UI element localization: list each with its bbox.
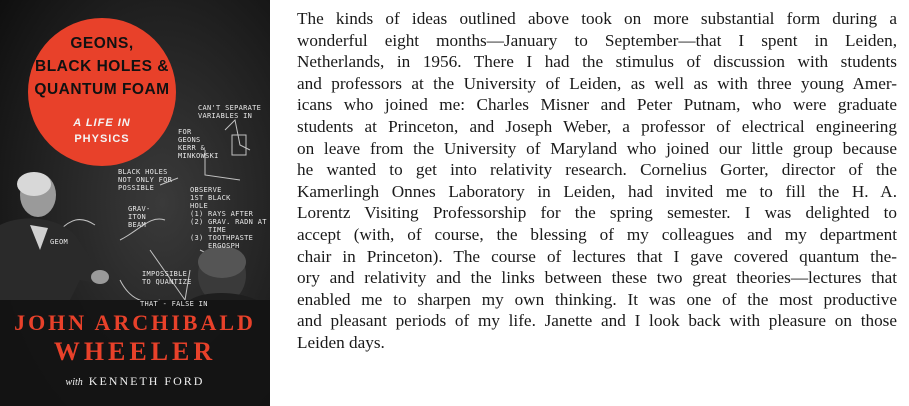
text-line: enabled me to sharpen my own thinking. It was one of the most productive	[297, 289, 897, 309]
cover-coauthor	[0, 374, 270, 389]
chalk-note: GRAV- ITON BEAM	[128, 205, 151, 229]
text-line: The kinds of ideas outlined above took on more substantial form during a	[297, 9, 897, 28]
book-cover	[0, 0, 270, 406]
text-line: on leave from the University of Maryland who joined our little group because	[297, 138, 897, 158]
chalk-note: GEOM	[50, 238, 69, 246]
text-line: and professors at the University of Leiden, as well as with three young Amer-	[297, 73, 897, 93]
text-line: students at Princeton, and Joseph Weber, a professor of electrical engineering	[297, 116, 897, 136]
chalk-note: BLACK HOLES NOT ONLY FOR POSSIBLE	[118, 168, 173, 192]
chalk-note: THAT - FALSE IN	[140, 300, 208, 308]
cover-subtitle-line: A LIFE IN	[73, 117, 131, 129]
text-line: wonderful eight months—January to September—that I spent in Leiden,	[297, 30, 897, 50]
coauthor-name: KENNETH FORD	[88, 374, 205, 388]
text-line: and pleasant periods of my life. Janette and I look back with pleasure on those	[297, 311, 897, 331]
cover-title-line: GEONS,	[70, 35, 134, 52]
chalk-note: (1) RAYS AFTER (2) GRAV. RADN AT TIME (3) TOOTHPASTE ERGOSPH	[190, 210, 267, 250]
chalk-note: CAN'T SEPARATE VARIABLES IN	[198, 104, 262, 120]
chalk-note: IMPOSSIBLE TO QUANTIZE	[142, 270, 192, 286]
text-line: Netherlands, in 1956. There I had the stimulus of discussion with students	[297, 52, 897, 72]
text-line: accept (with, of course, the blessing of my colleagues and my department	[297, 224, 897, 244]
cover-author-first: JOHN ARCHIBALD	[14, 310, 256, 335]
cover-title-line: BLACK HOLES &	[35, 58, 169, 75]
text-line: Leiden days.	[297, 332, 385, 352]
text-line: he wanted to get into relativity research. Cornelius Gorter, director of the	[297, 160, 897, 180]
text-line: Lorentz Visiting Professorship for the spring semester. I was delighted to	[297, 203, 897, 223]
with-label: with	[65, 377, 83, 388]
book-page-text	[297, 8, 897, 354]
text-line: icans who joined me: Charles Misner and Peter Putnam, who were graduate	[297, 95, 897, 115]
text-line: ory and relativity and the links between these two great theories—lectures that	[297, 268, 897, 288]
chalk-note: FOR GEONS KERR & MINKOWSKI	[178, 128, 219, 160]
cover-subtitle-line: PHYSICS	[74, 133, 130, 145]
cover-author-last: WHEELER	[53, 337, 217, 366]
text-line: Kamerlingh Onnes Laboratory in Leiden, had invited me to fill the H. A.	[297, 181, 897, 201]
text-line: chair in Princeton). The course of lectures that I gave covered quantum the-	[297, 246, 897, 266]
cover-title-line: QUANTUM FOAM	[34, 81, 170, 98]
chalk-note: OBSERVE 1ST BLACK HOLE	[190, 186, 231, 210]
